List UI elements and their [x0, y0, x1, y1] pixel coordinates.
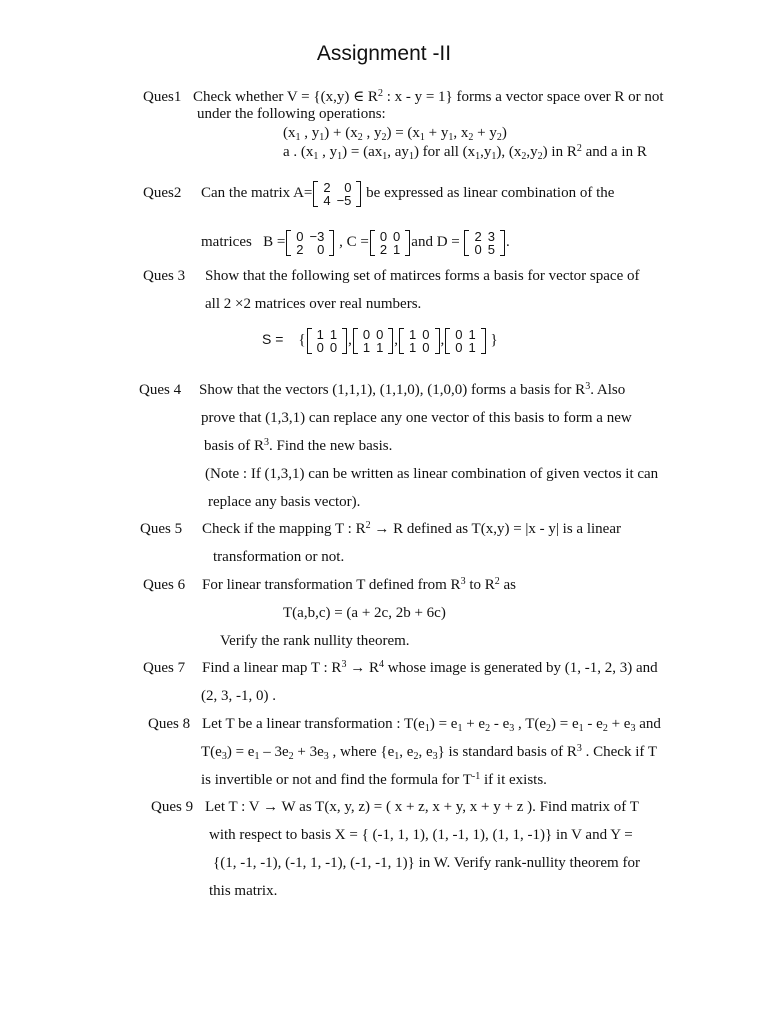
q3-line-1: Ques 3 Show that the following set of matirces forms a basis for vector space of	[143, 268, 640, 284]
q1-line-2: under the following operations:	[197, 106, 386, 122]
q8-line-1: Ques 8 Let T be a linear transformation : $T(e_1) = e_1 + e_2 - e_3$ , $T(e_2) = e_1 - e_2 + e_3$ and	[148, 716, 661, 734]
matrix-B: 0 −3 2 0	[286, 230, 334, 256]
q9-line-3: {(1, -1, -1), (-1, 1, -1), (-1, -1, 1)} in W. Verify rank-nullity theorem for	[213, 855, 640, 871]
q1-line-1: Ques1 Check whether V = {(x,y) ∈ $R^2$ : x - y = 1} forms a vector space over R or not	[143, 88, 664, 105]
q5-line-1: Ques 5 Check if the mapping T : $R^2 \to R$ defined as T(x,y) = |x - y| is a linear	[140, 520, 621, 537]
q9-line-4: this matrix.	[209, 883, 278, 899]
q3-line-2: all 2 ×2 matrices over real numbers.	[205, 296, 422, 312]
q3-set-S: S = { 1 1 0 0 , 0 0 1 1 , 1 0 1 0 , 0 1 0 1 }	[262, 326, 498, 355]
q2-line-1: Ques2 Can the matrix A= 2 0 4 −5 be expressed as linear combination of the	[143, 179, 615, 208]
page-title: Assignment -II	[316, 42, 452, 65]
q2-line-2: matrices B = 0 −3 2 0 , C = 0 0 2 1 and D = 2 3 0 5 .	[201, 228, 510, 257]
matrix-S3: 1 0 1 0	[399, 328, 439, 354]
q6-label: Ques 6	[143, 577, 186, 593]
q5-line-2: transformation or not.	[213, 549, 345, 565]
q9-line-1: Ques 9 Let T : V → W as T(x, y, z) = ( x + z, x + y, x + y + z ). Find matrix of T	[151, 799, 639, 815]
q4-note-end: replace any basis vector).	[208, 494, 361, 510]
matrix-A: 2 0 4 −5	[313, 181, 361, 207]
q8-line-3: is invertible or not and find the formula for $T^{-1}$ if it exists.	[201, 771, 547, 788]
q7-label: Ques 7	[143, 660, 186, 676]
q7-line-1: Ques 7 Find a linear map T : $R^3 \to R^4$ whose image is generated by (1, -1, 2, 3) and	[143, 659, 658, 676]
matrix-C: 0 0 2 1	[370, 230, 410, 256]
matrix-S2: 0 0 1 1	[353, 328, 393, 354]
q8-label: Ques 8	[148, 716, 191, 732]
q6-line-3: Verify the rank nullity theorem.	[220, 633, 410, 649]
q3-label: Ques 3	[143, 268, 186, 284]
q9-line-2: with respect to basis X = { (-1, 1, 1), (1, -1, 1), (1, 1, -1)} in V and Y =	[209, 827, 633, 843]
matrix-S4: 0 1 0 1	[445, 328, 485, 354]
q4-line-3: basis of $R^3$. Find the new basis.	[204, 437, 393, 454]
q1-scalar-rule: a . ($x_1$ , $y_1) = (ax_1$, $ay_1$) for all $(x_1,y_1)$, $(x_2,y_2)$ in $R^2$ and a in R	[283, 143, 647, 162]
q7-line-2: (2, 3, -1, 0) .	[201, 688, 276, 704]
q6-line-1: Ques 6 For linear transformation T defined from $R^3$ to $R^2$ as	[143, 576, 516, 593]
matrix-D: 2 3 0 5	[464, 230, 504, 256]
q4-line-1: Ques 4 Show that the vectors (1,1,1), (1,1,0), (1,0,0) forms a basis for $R^3$. Also	[139, 381, 626, 398]
q4-line-2: prove that (1,3,1) can replace any one vector of this basis to form a new	[201, 410, 632, 426]
q2-label: Ques2	[143, 185, 182, 201]
q4-label: Ques 4	[139, 382, 182, 398]
q1-label: Ques1	[143, 89, 182, 105]
q4-note: (Note : If (1,3,1) can be written as linear combination of given vectos it can	[205, 466, 659, 482]
q1-addition-rule: ($x_1$ , $y_1) + (x_2$ , $y_2) = (x_1 + y_1$, $x_2 + y_2$)	[283, 125, 507, 143]
q6-definition: T(a,b,c) = (a + 2c, 2b + 6c)	[283, 605, 446, 621]
matrix-S1: 1 1 0 0	[307, 328, 347, 354]
q9-label: Ques 9	[151, 799, 194, 815]
q5-label: Ques 5	[140, 521, 183, 537]
q8-line-2: $T(e_3) = e_1 - 3e_2 + 3e_3$ , where {$e_1$, $e_2$, $e_3$} is standard basis of $R^3$ . Check if T	[201, 743, 658, 762]
